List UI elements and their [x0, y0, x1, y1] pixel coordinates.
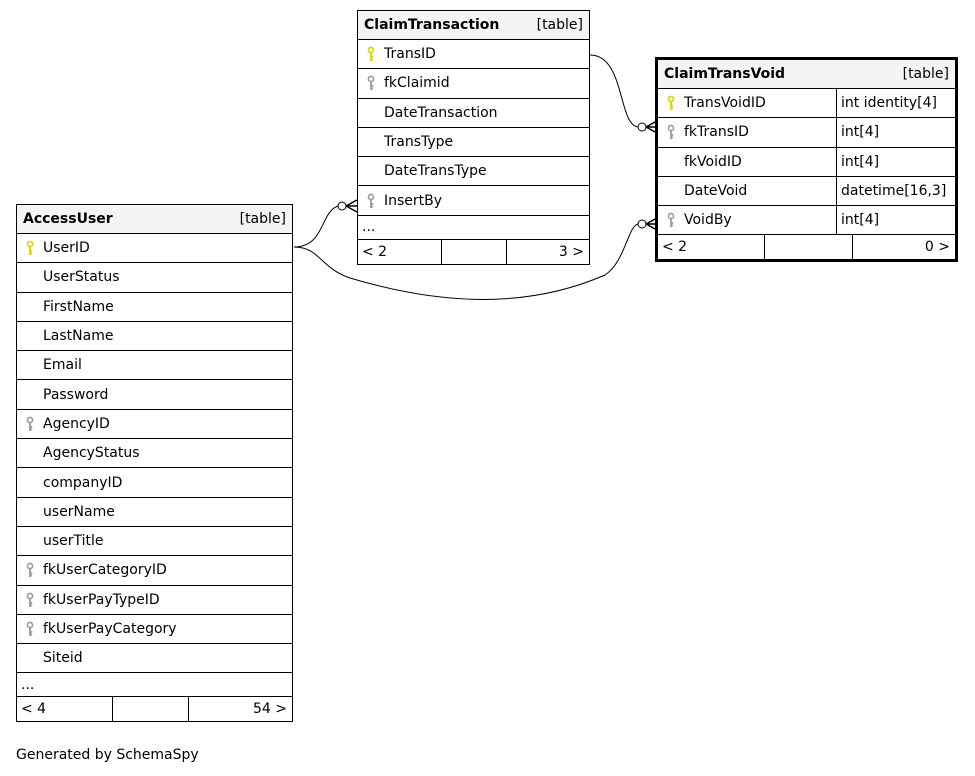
column-row[interactable]	[17, 234, 292, 263]
relation-insertby-optional-marker	[338, 202, 346, 210]
column-name: DateTransType	[384, 163, 487, 180]
column-name: UserStatus	[43, 269, 120, 286]
primary-key-icon	[358, 46, 384, 62]
footer-spacer	[764, 235, 853, 259]
column-row[interactable]	[658, 206, 955, 235]
column-name: VoidBy	[684, 212, 732, 229]
column-name: AgencyStatus	[43, 445, 140, 462]
column-list	[358, 40, 589, 216]
column-row[interactable]	[17, 263, 292, 292]
children-count[interactable]: 0 >	[924, 239, 950, 256]
table-accessuser[interactable]	[16, 204, 293, 722]
column-name: Email	[43, 357, 82, 374]
column-row[interactable]	[658, 177, 955, 206]
foreign-key-icon	[658, 124, 684, 140]
parents-count[interactable]: < 2	[362, 243, 388, 260]
more-columns[interactable]: ...	[358, 216, 589, 240]
table-footer	[17, 697, 292, 721]
column-type: int[4]	[836, 206, 955, 234]
table-claimtransvoid[interactable]	[655, 57, 958, 262]
relation-transid-fktransid	[590, 55, 638, 127]
table-header	[658, 60, 955, 89]
column-name: fkUserPayCategory	[43, 621, 177, 637]
relation-voidby-optional-marker	[638, 220, 646, 228]
column-name: DateTransaction	[384, 104, 498, 121]
column-name: InsertBy	[384, 192, 443, 209]
generated-by-credit: Generated by SchemaSpy	[16, 747, 199, 763]
foreign-key-icon	[17, 621, 43, 637]
column-name: TransType	[384, 134, 454, 151]
footer-spacer	[112, 697, 189, 721]
column-row[interactable]	[17, 527, 292, 556]
column-name: AgencyID	[43, 415, 110, 432]
column-row[interactable]	[17, 586, 292, 615]
column-name: userTitle	[43, 533, 104, 550]
more-columns[interactable]: ...	[17, 673, 292, 697]
foreign-key-icon	[17, 592, 43, 608]
relation-fktransid-optional-marker	[638, 123, 646, 131]
column-type: int[4]	[836, 148, 955, 176]
column-row[interactable]	[17, 644, 292, 673]
column-row[interactable]	[17, 556, 292, 585]
column-row[interactable]	[17, 498, 292, 527]
table-kind: [table]	[239, 211, 286, 227]
column-name: FirstName	[43, 298, 114, 315]
column-type: datetime[16,3]	[836, 177, 955, 205]
column-name: userName	[43, 503, 115, 520]
column-row[interactable]	[358, 186, 589, 215]
footer-spacer	[441, 240, 507, 264]
column-name: TransID	[384, 46, 436, 63]
column-name: fkUserPayTypeID	[43, 591, 160, 608]
foreign-key-icon	[17, 562, 43, 578]
column-name: LastName	[43, 328, 114, 345]
column-name: DateVoid	[684, 183, 748, 200]
table-name: AccessUser	[23, 211, 113, 227]
relation-insertby-crowfoot	[346, 200, 357, 212]
children-count[interactable]: 54 >	[253, 701, 287, 718]
column-name: UserID	[43, 240, 90, 257]
children-count[interactable]: 3 >	[558, 243, 584, 260]
column-row[interactable]	[17, 351, 292, 380]
table-header	[358, 11, 589, 40]
column-row[interactable]	[358, 69, 589, 98]
table-footer	[658, 235, 955, 259]
column-row[interactable]	[17, 322, 292, 351]
column-row[interactable]	[358, 40, 589, 69]
primary-key-icon	[17, 240, 43, 256]
column-name: fkUserCategoryID	[43, 562, 167, 579]
foreign-key-icon	[658, 212, 684, 228]
column-row[interactable]	[17, 615, 292, 644]
primary-key-icon	[658, 95, 684, 111]
column-row[interactable]	[658, 89, 955, 118]
column-row[interactable]	[358, 157, 589, 186]
table-kind: [table]	[536, 17, 583, 33]
column-row[interactable]	[17, 293, 292, 322]
table-footer	[358, 240, 589, 264]
column-row[interactable]	[658, 148, 955, 177]
parents-count[interactable]: < 4	[21, 701, 47, 718]
column-name: Password	[43, 386, 109, 403]
column-type: int identity[4]	[836, 89, 955, 117]
column-row[interactable]	[17, 380, 292, 409]
column-list	[658, 89, 955, 235]
column-row[interactable]	[17, 468, 292, 497]
column-name: TransVoidID	[684, 95, 766, 112]
column-name: fkTransID	[684, 124, 749, 141]
column-row[interactable]	[358, 99, 589, 128]
column-name: Siteid	[43, 650, 83, 667]
table-name: ClaimTransVoid	[664, 66, 786, 82]
column-row[interactable]	[358, 128, 589, 157]
column-row[interactable]	[17, 410, 292, 439]
column-list	[17, 234, 292, 673]
column-type: int[4]	[836, 118, 955, 146]
relation-userid-insertby	[294, 206, 338, 247]
parents-count[interactable]: < 2	[662, 239, 688, 256]
foreign-key-icon	[358, 75, 384, 91]
column-name: companyID	[43, 474, 123, 491]
column-row[interactable]	[658, 118, 955, 147]
column-name: fkClaimid	[384, 75, 450, 92]
table-name: ClaimTransaction	[364, 17, 500, 33]
column-row[interactable]	[17, 439, 292, 468]
column-name: fkVoidID	[684, 153, 742, 170]
foreign-key-icon	[17, 416, 43, 432]
table-header	[17, 205, 292, 234]
foreign-key-icon	[358, 193, 384, 209]
table-claimtransaction[interactable]	[357, 10, 590, 265]
table-kind: [table]	[902, 66, 949, 82]
